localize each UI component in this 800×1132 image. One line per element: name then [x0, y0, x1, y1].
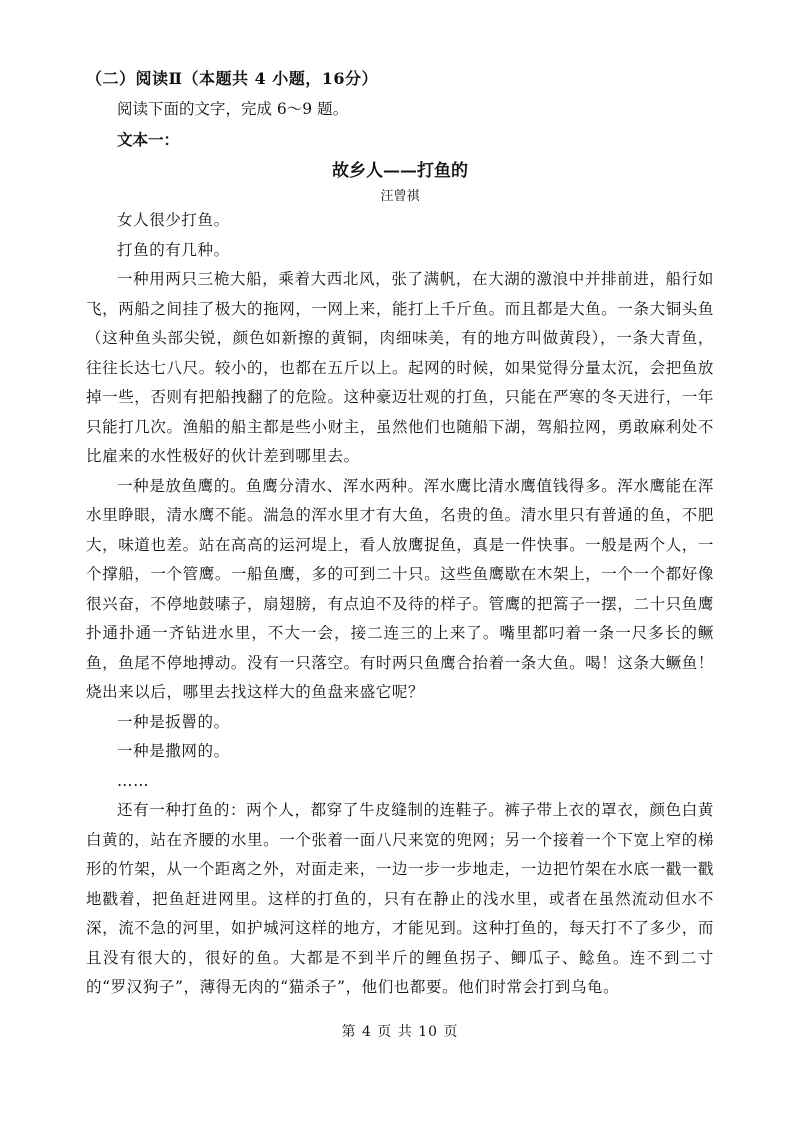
article-title: 故乡人——打鱼的: [332, 161, 468, 181]
paragraph: 女人很少打鱼。: [117, 211, 230, 229]
paragraph-ellipsis: ……: [117, 771, 150, 790]
article-author: 汪曾祺: [380, 189, 420, 204]
paragraph: 打鱼的有几种。: [117, 240, 230, 259]
paragraph: 还有一种打鱼的：两个人，都穿了牛皮缝制的连鞋子。裤子带上衣的罩衣，颜色白黄白黄的，站在齐腰的水里。一个张着一面八尺来宽的兜网；另一个接着一个下宽上窄的梯形的竹架，从一个距离之外，对面走来，一边一步一步地走，一边把竹架在水底一戳一戳地戳着，把鱼赶进网里。这样的打鱼的，只有在静止的浅水里，或者在虽然流动但水不深，流不急的河里，如护城河这样的地方，才能见到。这种打鱼的，每天打不了多少，而且没有很大的，很好的鱼。大都是不到半斤的鲤鱼拐子、鲫瓜子、鲶鱼。连不到二寸的“罗汉狗子”，薄得无肉的“猫杀子”，他们也都要。他们时常会打到乌龟。: [86, 801, 714, 996]
paragraph: 一种是撒网的。: [117, 742, 230, 760]
paragraph: 一种是放鱼鹰的。鱼鹰分清水、浑水两种。浑水鹰比清水鹰值钱得多。浑水鹰能在浑水里睁眼，清水鹰不能。湍急的浑水里才有大鱼，名贵的鱼。清水里只有普通的鱼，不肥大，味道也差。站在高高的运河堤上，看人放鹰捉鱼，真是一件快事。一般是两个人，一个撑船，一个管鹰。一船鱼鹰，多的可到二十只。这些鱼鹰歇在木架上，一个一个都好像很兴奋，不停地鼓嗉子，扇翅膀，有点迫不及待的样子。管鹰的把篙子一摆，二十只鱼鹰扑通扑通一齐钻进水里，不大一会，接二连三的上来了。嘴里都叼着一条一尺多长的鳜鱼，鱼尾不停地搏动。没有一只落空。有时两只鱼鹰合抬着一条大鱼。喝！这条大鳜鱼！烧出来以后，哪里去找这样大的鱼盘来盛它呢？: [86, 476, 714, 701]
article-body: [86, 206, 714, 1003]
paragraph: 一种是扳罾的。: [117, 712, 230, 731]
paragraph: 一种用两只三桅大船，乘着大西北风，张了满帆，在大湖的激浪中并排前进，船行如飞，两船之间挂了极大的拖网，一网上来，能打上千斤鱼。而且都是大鱼。一条大铜头鱼（这种鱼头部尖锐，颜色如新擦的黄铜，肉细味美，有的地方叫做黄段），一条大青鱼，往往长达七八尺。较小的，也都在五斤以上。起网的时候，如果觉得分量太沉，会把鱼放掉一些，否则有把船拽翻了的危险。这种豪迈壮观的打鱼，只能在严寒的冬天进行，一年只能打几次。渔船的船主都是些小财主，虽然他们也随船下湖，驾船拉网，勇敢麻利处不比雇来的水性极好的伙计差到哪里去。: [86, 270, 714, 465]
page-number: 第 4 页 共 10 页: [341, 1024, 459, 1040]
section-heading: （二）阅读Ⅱ（本题共 4 小题，16分）: [86, 69, 379, 88]
text-one-label: 文本一：: [117, 130, 180, 149]
reading-instruction: 阅读下面的文字，完成 6～9 题。: [117, 100, 349, 118]
